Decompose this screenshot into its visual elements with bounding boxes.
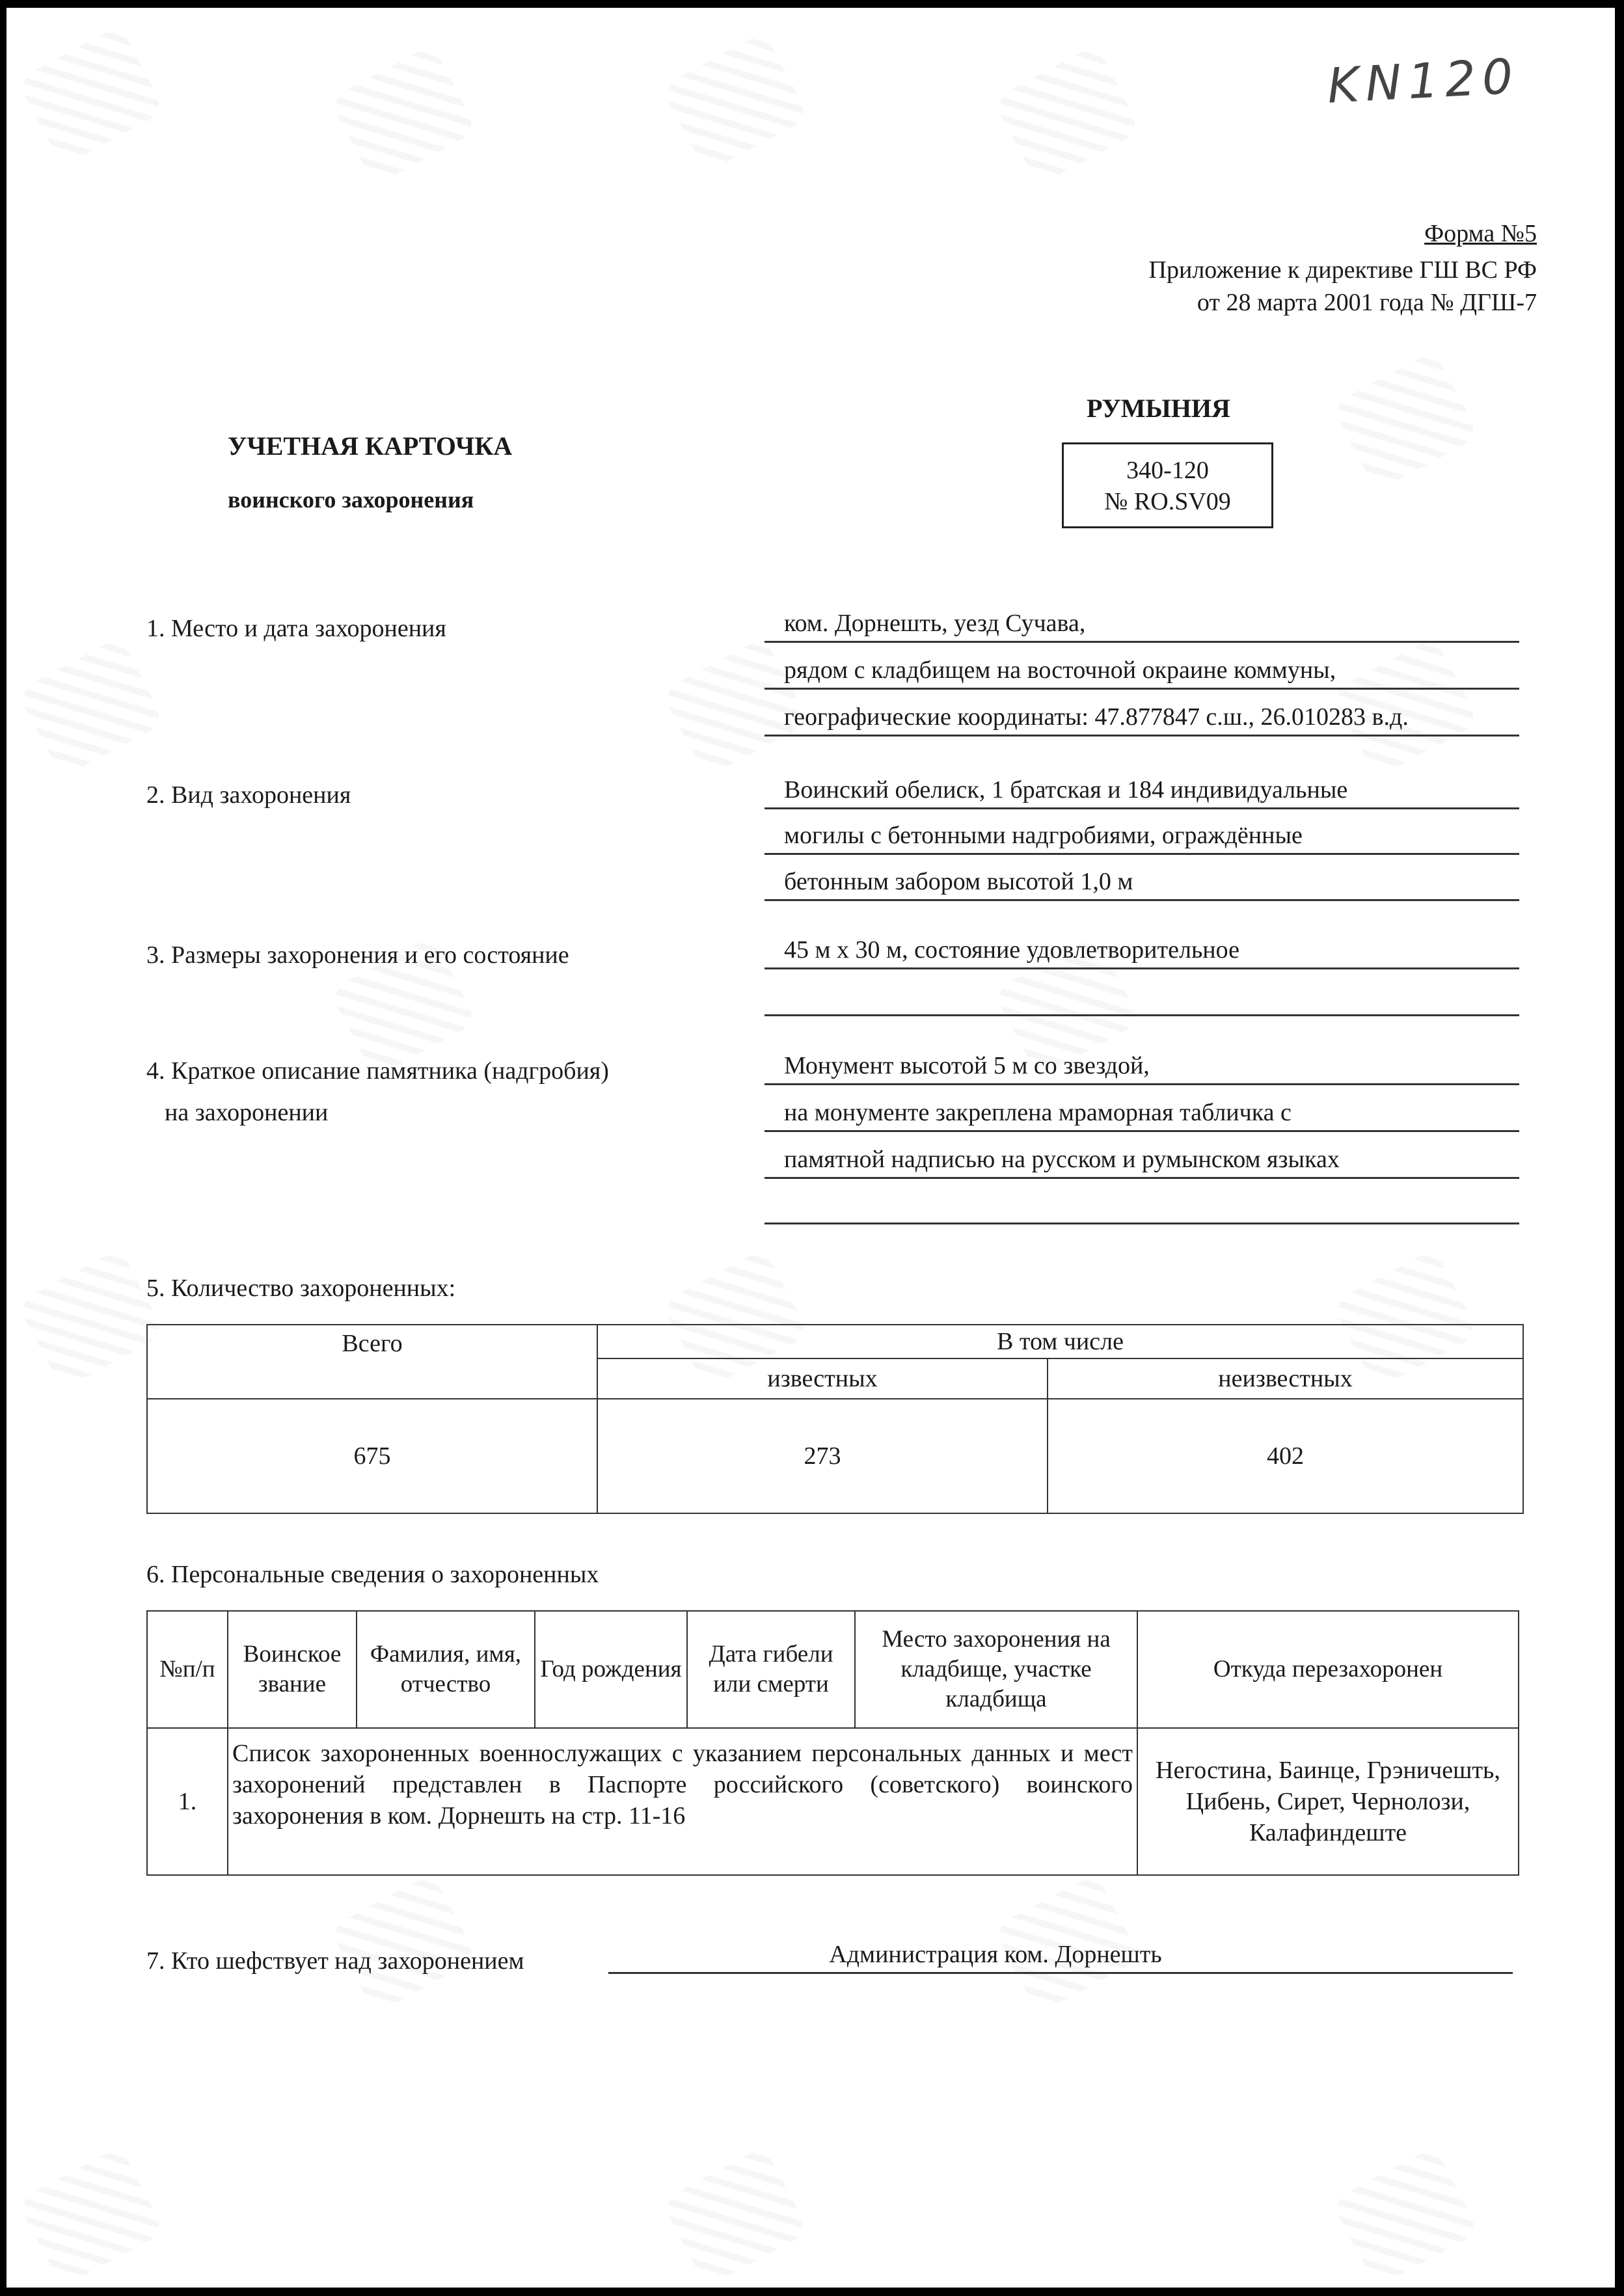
section-1-line: ком. Дорнешть, уезд Сучава,: [765, 604, 1519, 643]
handwritten-note: KN120: [1325, 48, 1521, 115]
section-2-line: бетонным забором высотой 1,0 м: [765, 862, 1519, 901]
registration-code: 340-120: [1126, 457, 1209, 484]
section-4-line: Монумент высотой 5 м со звездой,: [765, 1046, 1519, 1085]
watermark: [329, 45, 478, 186]
watermark: [992, 45, 1141, 186]
header-unknown: неизвестных: [1048, 1358, 1523, 1399]
col-header-name: Фамилия, имя, отчество: [357, 1611, 535, 1728]
section-3-line: 45 м х 30 м, состояние удовлетворительное: [765, 930, 1519, 969]
section-4-line: [765, 1185, 1519, 1224]
row-number: 1.: [147, 1728, 228, 1875]
section-4-line: на монументе закреплена мраморная табличка с: [765, 1093, 1519, 1132]
section-2-line: могилы с бетонными надгробиями, ограждённые: [765, 816, 1519, 855]
row-reburied-from: Негостина, Баинце, Грэничешть, Цибень, Сирет, Чернолози, Калафиндеште: [1137, 1728, 1519, 1875]
section-5-label: 5. Количество захороненных:: [146, 1275, 456, 1302]
section-2-line: Воинский обелиск, 1 братская и 184 индивидуальные: [765, 770, 1519, 809]
section-7-value: Администрация ком. Дорнешть: [608, 1935, 1513, 1974]
header-including: В том числе: [597, 1325, 1523, 1358]
card-subtitle: воинского захоронения: [228, 487, 474, 513]
country-title: РУМЫНИЯ: [1087, 394, 1230, 423]
section-3-line: [765, 977, 1519, 1016]
count-known: 273: [597, 1399, 1048, 1513]
watermark: [660, 32, 809, 173]
header-total: Всего: [147, 1325, 597, 1399]
watermark: [16, 25, 165, 167]
directive-line-1: Приложение к директиве ГШ ВС РФ: [1148, 256, 1537, 284]
watermark: [329, 1873, 478, 2014]
col-header-number: №п/п: [147, 1611, 228, 1728]
section-6-label: 6. Персональные сведения о захороненных: [146, 1561, 599, 1588]
watermark: [1331, 351, 1480, 492]
section-4-label-cont: на захоронении: [165, 1099, 329, 1126]
row-description: Список захороненных военнослужащих с указанием персональных данных и мест захоронений представлен в Паспорте российского (советского) воинского захоронения в ком. Дорнешть на стр. 11-16: [228, 1728, 1137, 1875]
burial-count-table: [146, 1324, 1524, 1514]
form-number: Форма №5: [1424, 220, 1537, 247]
directive-line-2: от 28 марта 2001 года № ДГШ-7: [1197, 289, 1537, 316]
col-header-rank: Воинское звание: [228, 1611, 357, 1728]
registration-number: № RO.SV09: [1104, 488, 1231, 515]
card-title: УЧЕТНАЯ КАРТОЧКА: [228, 431, 513, 461]
header-known: известных: [597, 1358, 1048, 1399]
watermark: [16, 637, 165, 778]
count-unknown: 402: [1048, 1399, 1523, 1513]
col-header-death-date: Дата гибели или смерти: [687, 1611, 855, 1728]
watermark: [16, 1249, 165, 1390]
section-4-line: памятной надписью на русском и румынском языках: [765, 1140, 1519, 1179]
registration-code-box: [1062, 442, 1273, 528]
col-header-burial-place: Место захоронения на кладбище, участке кладбища: [855, 1611, 1137, 1728]
directive-reference: [1149, 254, 1537, 319]
col-header-reburied-from: Откуда перезахоронен: [1137, 1611, 1519, 1728]
section-1-line: рядом с кладбищем на восточной окраине коммуны,: [765, 651, 1519, 690]
col-header-birth-year: Год рождения: [535, 1611, 687, 1728]
section-4-label: 4. Краткое описание памятника (надгробия): [146, 1057, 609, 1085]
personal-data-table: [146, 1610, 1519, 1876]
watermark: [16, 2146, 165, 2288]
document-page: [7, 8, 1615, 2288]
section-2-label: 2. Вид захоронения: [146, 781, 351, 809]
watermark: [660, 2146, 809, 2288]
table-row: [147, 1728, 1519, 1875]
section-1-line: географические координаты: 47.877847 с.ш., 26.010283 в.д.: [765, 697, 1519, 736]
section-7-label: 7. Кто шефствует над захоронением: [146, 1947, 524, 1975]
section-1-label: 1. Место и дата захоронения: [146, 615, 446, 642]
count-total: 675: [147, 1399, 597, 1513]
watermark: [1331, 2146, 1480, 2288]
section-3-label: 3. Размеры захоронения и его состояние: [146, 941, 569, 969]
